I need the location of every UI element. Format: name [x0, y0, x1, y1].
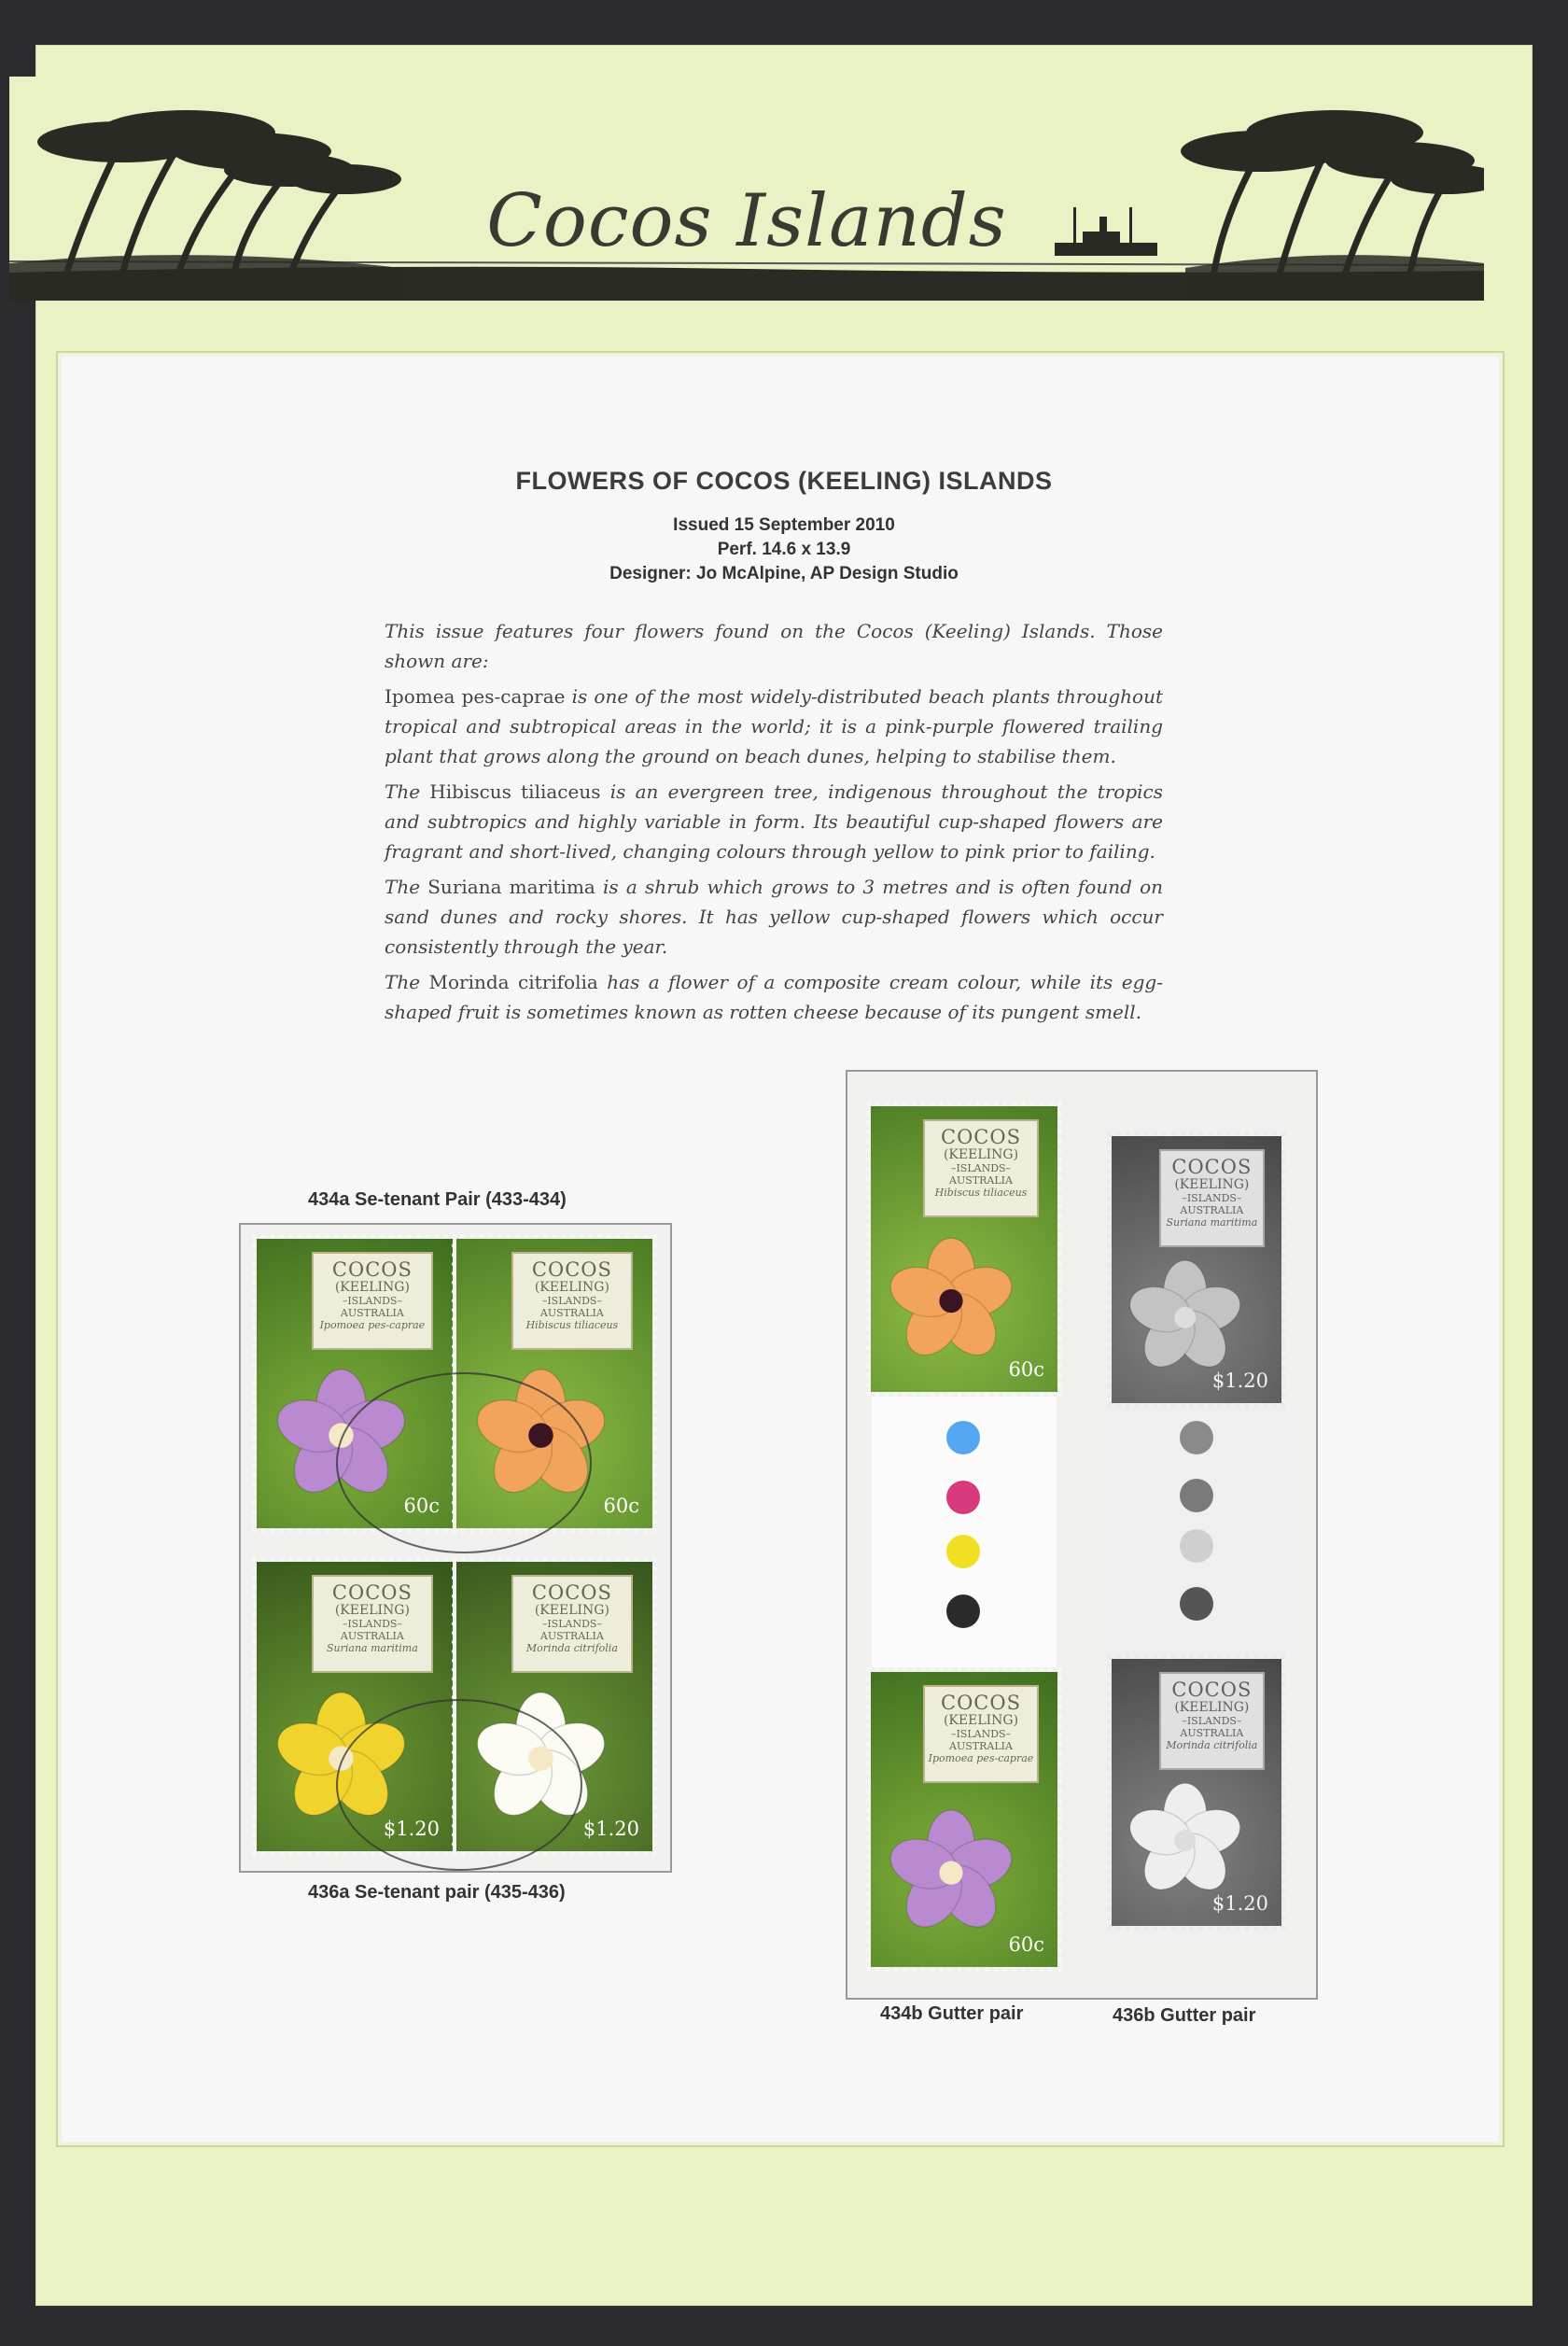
flower-center — [1174, 1830, 1196, 1851]
paragraph-text: is one of the most widely-distributed beach plants throughout tropical and subtropical areas in the world; it is a pink-purple flowered trailing plant that grows along the ground on beach dunes, helping to stabilise them. — [385, 685, 1164, 767]
species-text: Morinda citrifolia — [525, 1642, 618, 1654]
yellow-color-dot — [946, 1535, 980, 1568]
stamp-tablet — [312, 1252, 433, 1350]
keeling-text: (KEELING) — [334, 1603, 410, 1618]
australia-text: AUSTRALIA — [949, 1740, 1013, 1752]
caption-436a: 436a Se-tenant pair (435-436) — [308, 1882, 566, 1903]
morinda-paragraph — [385, 967, 1163, 1027]
stamp-gutter-suriana — [1107, 1131, 1286, 1408]
australia-text: AUSTRALIA — [340, 1307, 404, 1319]
stamp-gutter-hibiscus — [866, 1102, 1062, 1397]
keeling-text: (KEELING) — [334, 1280, 410, 1295]
stamp-artwork — [871, 1106, 1057, 1392]
species-text: Morinda citrifolia — [1166, 1739, 1258, 1751]
stamp-value: 60c — [403, 1495, 440, 1517]
paragraph-text: The — [385, 876, 428, 898]
islands-text: –ISLANDS– — [950, 1162, 1012, 1174]
australia-text: AUSTRALIA — [1180, 1727, 1244, 1739]
paragraph-text: is a shrub which grows to 3 metres and is often found on sand dunes and rocky shores. It has yellow cup-shaped flowers which occur consistently through the year. — [385, 876, 1163, 958]
perforation: Perf. 14.6 x 13.9 — [717, 540, 851, 559]
flower-illustration — [886, 1227, 1016, 1375]
stamp-value: 60c — [1008, 1358, 1044, 1381]
keeling-text: (KEELING) — [1174, 1700, 1250, 1715]
country-text: COCOS — [1171, 1679, 1253, 1701]
flower-center — [1174, 1307, 1196, 1328]
flower-illustration — [1126, 1248, 1244, 1387]
flower-center — [939, 1861, 962, 1884]
australia-text: AUSTRALIA — [539, 1307, 604, 1319]
country-text: COCOS — [331, 1581, 413, 1604]
species-name: Morinda citrifolia — [428, 971, 598, 993]
country-text: COCOS — [941, 1692, 1021, 1714]
flower-center — [939, 1288, 962, 1312]
gray-dot-1 — [1180, 1421, 1213, 1454]
species-name: Hibiscus tiliaceus — [429, 780, 601, 803]
flower-illustration — [1126, 1771, 1244, 1910]
stamp-gutter-morinda — [1107, 1654, 1286, 1931]
australia-text: AUSTRALIA — [949, 1174, 1013, 1187]
magenta-color-dot — [946, 1481, 980, 1514]
stamp-artwork — [1112, 1659, 1281, 1926]
stamp-tablet — [1159, 1149, 1265, 1247]
palm-banner — [9, 77, 1484, 301]
black-color-dot — [946, 1594, 980, 1628]
flower-center — [528, 1424, 553, 1448]
gray-dot-4 — [1180, 1587, 1213, 1621]
stamp-morinda — [452, 1557, 657, 1856]
country-text: COCOS — [531, 1581, 612, 1604]
country-text: COCOS — [531, 1258, 612, 1281]
intro-text — [385, 616, 1163, 1033]
stamp-value: 60c — [603, 1495, 639, 1517]
stamp-tablet — [511, 1252, 633, 1350]
islands-text: –ISLANDS– — [541, 1618, 602, 1630]
hibiscus-paragraph — [385, 777, 1163, 866]
flower-illustration — [886, 1796, 1016, 1949]
species-name: Suriana maritima — [427, 876, 595, 898]
flower-illustration — [273, 1683, 410, 1833]
stamp-suriana — [252, 1557, 457, 1856]
stamp-artwork — [456, 1239, 652, 1528]
flower-illustration — [273, 1360, 410, 1510]
page-heading: FLOWERS OF COCOS (KEELING) ISLANDS — [515, 467, 1053, 495]
paragraph-text: The — [385, 971, 429, 993]
gray-dot-3 — [1180, 1529, 1213, 1563]
flower-illustration — [472, 1360, 609, 1510]
stamp-artwork — [257, 1562, 453, 1851]
country-text: COCOS — [941, 1126, 1021, 1148]
stamp-artwork — [257, 1239, 453, 1528]
flower-illustration — [472, 1683, 609, 1833]
cyan-color-dot — [946, 1421, 980, 1454]
stamp-artwork — [456, 1562, 652, 1851]
stamp-tablet — [923, 1119, 1039, 1217]
stamp-value: $1.20 — [1211, 1370, 1268, 1392]
species-text: Suriana maritima — [1166, 1216, 1258, 1229]
australia-text: AUSTRALIA — [1180, 1204, 1244, 1216]
stamp-ipomea — [252, 1234, 457, 1533]
caption-434a: 434a Se-tenant Pair (433-434) — [308, 1189, 567, 1210]
keeling-text: (KEELING) — [943, 1147, 1019, 1162]
islands-text: –ISLANDS– — [1182, 1192, 1242, 1204]
stamp-tablet — [1159, 1672, 1265, 1770]
stamp-hibiscus — [452, 1234, 657, 1533]
keeling-text: (KEELING) — [943, 1713, 1019, 1728]
suriana-paragraph — [385, 872, 1163, 962]
stamp-tablet — [923, 1685, 1039, 1783]
australia-text: AUSTRALIA — [340, 1630, 404, 1642]
islands-text: –ISLANDS– — [342, 1618, 402, 1630]
species-text: Hibiscus tiliaceus — [525, 1319, 619, 1331]
stamp-value: 60c — [1008, 1933, 1044, 1956]
keeling-text: (KEELING) — [534, 1603, 609, 1618]
stamp-artwork — [1112, 1136, 1281, 1403]
stamp-tablet — [312, 1575, 433, 1673]
islands-text: –ISLANDS– — [1182, 1715, 1242, 1727]
flower-center — [528, 1747, 553, 1771]
species-text: Ipomoea pes-caprae — [928, 1752, 1034, 1764]
caption-436b: 436b Gutter pair — [1113, 2005, 1256, 2026]
stamp-tablet — [511, 1575, 633, 1673]
species-name: Ipomea pes-caprae — [385, 685, 566, 708]
banner-title: Cocos Islands — [486, 179, 1007, 263]
species-text: Suriana maritima — [326, 1642, 418, 1654]
islands-text: –ISLANDS– — [541, 1295, 602, 1307]
intro-paragraph: This issue features four flowers found on the Cocos (Keeling) Islands. Those shown are: — [385, 620, 1163, 672]
species-text: Ipomoea pes-caprae — [319, 1319, 426, 1331]
flower-center — [329, 1747, 353, 1771]
flower-center — [329, 1424, 353, 1448]
stamp-artwork — [871, 1672, 1057, 1967]
stamp-value: $1.20 — [383, 1818, 440, 1840]
designer: Designer: Jo McAlpine, AP Design Studio — [609, 564, 959, 583]
australia-text: AUSTRALIA — [539, 1630, 604, 1642]
keeling-text: (KEELING) — [1174, 1177, 1250, 1192]
keeling-text: (KEELING) — [534, 1280, 609, 1295]
paragraph-text: The — [385, 780, 430, 803]
stamp-value: $1.20 — [1211, 1892, 1268, 1915]
islands-text: –ISLANDS– — [342, 1295, 402, 1307]
stamp-value: $1.20 — [582, 1818, 639, 1840]
issue-date: Issued 15 September 2010 — [673, 515, 895, 535]
country-text: COCOS — [331, 1258, 413, 1281]
species-text: Hibiscus tiliaceus — [934, 1187, 1028, 1199]
stamp-gutter-ipomea — [866, 1667, 1062, 1972]
country-text: COCOS — [1171, 1156, 1253, 1178]
gray-dot-2 — [1180, 1479, 1213, 1512]
paragraph-text: has a flower of a composite cream colour, while its egg-shaped fruit is sometimes known as rotten cheese because of its pungent smell. — [385, 971, 1163, 1023]
ipomea-paragraph — [385, 681, 1163, 771]
islands-text: –ISLANDS– — [950, 1728, 1012, 1740]
paragraph-text: is an evergreen tree, indigenous throughout the tropics and subtropics and highly variable in form. Its beautiful cup-shaped flowers are fragrant and short-lived, changing colours through yellow to pink prior to failing. — [385, 780, 1164, 863]
caption-434b: 434b Gutter pair — [880, 2003, 1024, 2024]
